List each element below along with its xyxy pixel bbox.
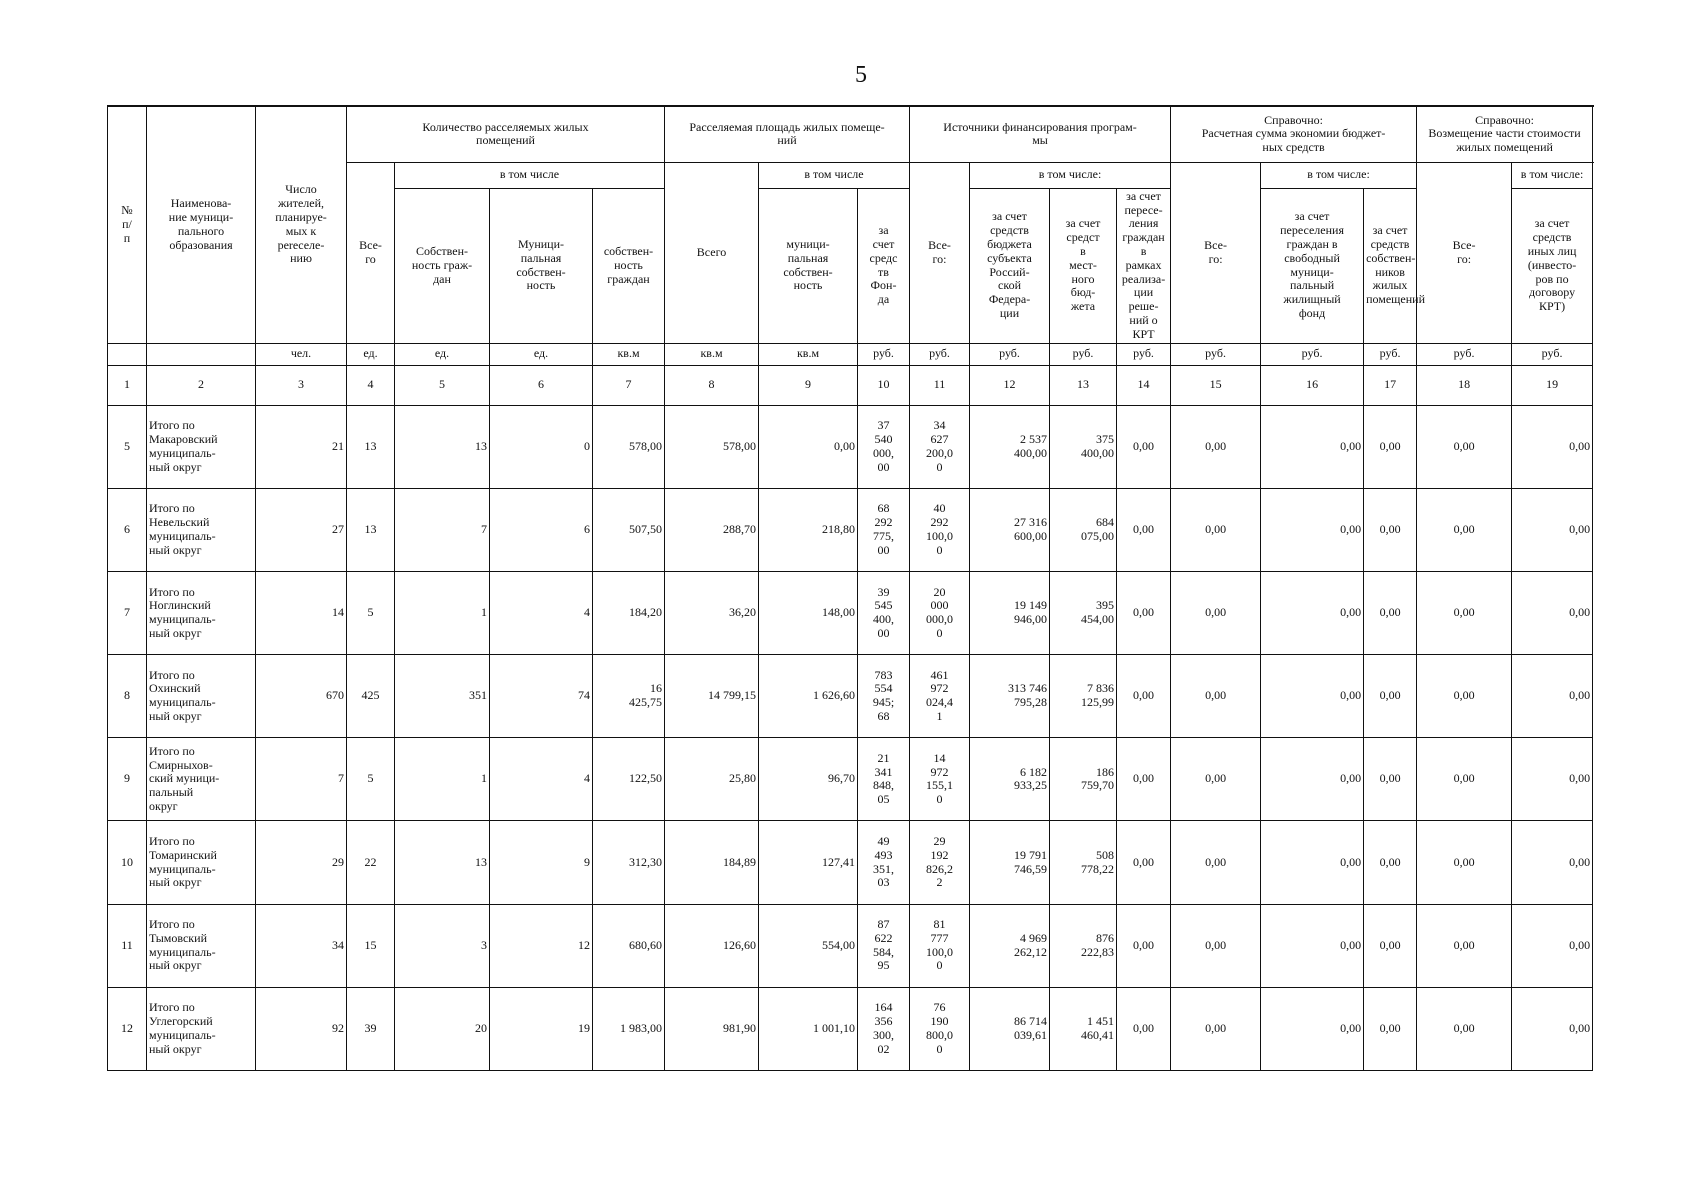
- economy-total-cell: 0,00: [1117, 904, 1171, 987]
- economy-total-cell: 0,00: [1117, 405, 1171, 488]
- economy-free-fund-cell: 0,00: [1261, 655, 1364, 738]
- count-own-cell: 13: [395, 405, 490, 488]
- resettlement-table: [107, 105, 1593, 1071]
- economy-free-fund-cell: 0,00: [1261, 405, 1364, 488]
- area-total-cell: 122,50: [593, 738, 665, 821]
- header-comp-total: Все- го:: [1417, 162, 1512, 343]
- row-number-cell: 8: [108, 655, 147, 738]
- count-municipal-cell: 12: [490, 904, 593, 987]
- unit-cell: руб.: [970, 343, 1050, 365]
- unit-cell: руб.: [1050, 343, 1117, 365]
- financing-total-cell: 87 622 584, 95: [858, 904, 910, 987]
- unit-cell: руб.: [1512, 343, 1593, 365]
- municipality-name-cell: Итого по Смирныхов- ский муници- пальный округ: [147, 738, 256, 821]
- financing-subject-budget-cell: 2 537 400,00: [970, 405, 1050, 488]
- economy-free-fund-cell: 0,00: [1261, 738, 1364, 821]
- count-own-cell: 3: [395, 904, 490, 987]
- compensation-investors-cell: 0,00: [1512, 572, 1593, 655]
- header-fin-subject: за счет средств бюджета субъекта Россий- ской Федера- ции: [970, 188, 1050, 343]
- table-row: [108, 987, 1593, 1070]
- financing-subject-budget-cell: 4 969 262,12: [970, 904, 1050, 987]
- financing-local-budget-cell: 186 759,70: [1050, 738, 1117, 821]
- column-number-cell: 6: [490, 365, 593, 405]
- header-comp-owners: за счет средств собствен- ников жилых помещений: [1364, 188, 1417, 343]
- column-number-cell: 5: [395, 365, 490, 405]
- header-name: Наименова- ние муници- пального образования: [147, 106, 256, 343]
- column-number-cell: 4: [347, 365, 395, 405]
- count-municipal-cell: 0: [490, 405, 593, 488]
- residents-count-cell: 92: [256, 987, 347, 1070]
- financing-fund-cell: 29 192 826,2 2: [910, 821, 970, 904]
- financing-total-cell: 37 540 000, 00: [858, 405, 910, 488]
- economy-total-cell: 0,00: [1117, 488, 1171, 571]
- area-own-cell: 14 799,15: [665, 655, 759, 738]
- residents-count-cell: 670: [256, 655, 347, 738]
- residents-count-cell: 27: [256, 488, 347, 571]
- column-number-cell: 9: [759, 365, 858, 405]
- economy-krt-cell: 0,00: [1171, 987, 1261, 1070]
- count-municipal-cell: 4: [490, 572, 593, 655]
- municipality-name-cell: Итого по Томаринский муниципаль- ный округ: [147, 821, 256, 904]
- economy-krt-cell: 0,00: [1171, 488, 1261, 571]
- header-group-count: Количество расселяемых жилых помещений: [347, 106, 665, 162]
- area-total-cell: 16 425,75: [593, 655, 665, 738]
- column-number-cell: 2: [147, 365, 256, 405]
- economy-free-fund-cell: 0,00: [1261, 572, 1364, 655]
- area-municipal-cell: 148,00: [759, 572, 858, 655]
- financing-total-cell: 783 554 945; 68: [858, 655, 910, 738]
- compensation-owners-cell: 0,00: [1417, 488, 1512, 571]
- column-number-cell: 10: [858, 365, 910, 405]
- financing-total-cell: 49 493 351, 03: [858, 821, 910, 904]
- area-municipal-cell: 218,80: [759, 488, 858, 571]
- compensation-total-cell: 0,00: [1364, 572, 1417, 655]
- row-number-cell: 12: [108, 987, 147, 1070]
- financing-total-cell: 21 341 848, 05: [858, 738, 910, 821]
- header-fin-local: за счет средст в мест- ного бюд- жета: [1050, 188, 1117, 343]
- compensation-owners-cell: 0,00: [1417, 821, 1512, 904]
- header-area-total: Всего: [665, 162, 759, 343]
- compensation-owners-cell: 0,00: [1417, 655, 1512, 738]
- economy-free-fund-cell: 0,00: [1261, 987, 1364, 1070]
- table-row: [108, 738, 1593, 821]
- financing-local-budget-cell: 395 454,00: [1050, 572, 1117, 655]
- economy-free-fund-cell: 0,00: [1261, 904, 1364, 987]
- municipality-name-cell: Итого по Тымовский муниципаль- ный округ: [147, 904, 256, 987]
- economy-free-fund-cell: 0,00: [1261, 821, 1364, 904]
- column-number-cell: 16: [1261, 365, 1364, 405]
- header-count-total: Все- го: [347, 162, 395, 343]
- header-count-incl: в том числе: [395, 162, 665, 188]
- header-econ-free-fund: за счет переселения граждан в свободный муници- пальный жилищный фонд: [1261, 188, 1364, 343]
- economy-krt-cell: 0,00: [1171, 904, 1261, 987]
- header-group-economy: Справочно: Расчетная сумма экономии бюджет- ных средств: [1171, 106, 1417, 162]
- area-municipal-cell: 554,00: [759, 904, 858, 987]
- header-group-compensation: Справочно: Возмещение части стоимости жилых помещений: [1417, 106, 1593, 162]
- area-own-cell: 578,00: [665, 405, 759, 488]
- municipality-name-cell: Итого по Охинский муниципаль- ный округ: [147, 655, 256, 738]
- count-own-cell: 20: [395, 987, 490, 1070]
- unit-cell: ед.: [395, 343, 490, 365]
- area-own-cell: 288,70: [665, 488, 759, 571]
- column-number-cell: 14: [1117, 365, 1171, 405]
- header-num: № п/ п: [108, 106, 147, 343]
- unit-cell: кв.м: [759, 343, 858, 365]
- financing-subject-budget-cell: 86 714 039,61: [970, 987, 1050, 1070]
- unit-cell: кв.м: [665, 343, 759, 365]
- financing-local-budget-cell: 508 778,22: [1050, 821, 1117, 904]
- count-municipal-cell: 74: [490, 655, 593, 738]
- header-residents: Число жителей, планируе- мых к pereселе- нию: [256, 106, 347, 343]
- unit-cell: руб.: [1117, 343, 1171, 365]
- financing-fund-cell: 14 972 155,1 0: [910, 738, 970, 821]
- compensation-owners-cell: 0,00: [1417, 904, 1512, 987]
- compensation-investors-cell: 0,00: [1512, 655, 1593, 738]
- unit-cell: руб.: [1364, 343, 1417, 365]
- economy-krt-cell: 0,00: [1171, 655, 1261, 738]
- column-number-cell: 3: [256, 365, 347, 405]
- financing-subject-budget-cell: 19 791 746,59: [970, 821, 1050, 904]
- area-municipal-cell: 1 001,10: [759, 987, 858, 1070]
- header-group-financing: Источники финансирования програм- мы: [910, 106, 1171, 162]
- unit-cell: руб.: [858, 343, 910, 365]
- header-fin-fund: за счет средс тв Фон- да: [858, 188, 910, 343]
- financing-local-budget-cell: 684 075,00: [1050, 488, 1117, 571]
- count-own-cell: 351: [395, 655, 490, 738]
- compensation-owners-cell: 0,00: [1417, 738, 1512, 821]
- row-number-cell: 7: [108, 572, 147, 655]
- count-total-cell: 5: [347, 738, 395, 821]
- count-municipal-cell: 9: [490, 821, 593, 904]
- unit-cell: руб.: [1171, 343, 1261, 365]
- row-number-cell: 10: [108, 821, 147, 904]
- count-total-cell: 13: [347, 488, 395, 571]
- economy-total-cell: 0,00: [1117, 572, 1171, 655]
- area-municipal-cell: 96,70: [759, 738, 858, 821]
- economy-krt-cell: 0,00: [1171, 572, 1261, 655]
- unit-cell: ед.: [490, 343, 593, 365]
- compensation-owners-cell: 0,00: [1417, 987, 1512, 1070]
- compensation-owners-cell: 0,00: [1417, 405, 1512, 488]
- column-number-cell: 11: [910, 365, 970, 405]
- header-comp-incl: в том числе:: [1512, 162, 1593, 188]
- column-number-cell: 18: [1417, 365, 1512, 405]
- count-total-cell: 5: [347, 572, 395, 655]
- count-total-cell: 22: [347, 821, 395, 904]
- area-total-cell: 184,20: [593, 572, 665, 655]
- count-municipal-cell: 4: [490, 738, 593, 821]
- area-total-cell: 507,50: [593, 488, 665, 571]
- financing-total-cell: 164 356 300, 02: [858, 987, 910, 1070]
- area-municipal-cell: 0,00: [759, 405, 858, 488]
- unit-cell: руб.: [1417, 343, 1512, 365]
- area-own-cell: 36,20: [665, 572, 759, 655]
- area-own-cell: 981,90: [665, 987, 759, 1070]
- compensation-total-cell: 0,00: [1364, 821, 1417, 904]
- row-number-cell: 5: [108, 405, 147, 488]
- economy-krt-cell: 0,00: [1171, 405, 1261, 488]
- page-number: 5: [855, 62, 867, 88]
- area-total-cell: 680,60: [593, 904, 665, 987]
- row-number-cell: 11: [108, 904, 147, 987]
- unit-cell: руб.: [910, 343, 970, 365]
- count-own-cell: 1: [395, 572, 490, 655]
- column-number-cell: 15: [1171, 365, 1261, 405]
- financing-subject-budget-cell: 6 182 933,25: [970, 738, 1050, 821]
- compensation-total-cell: 0,00: [1364, 405, 1417, 488]
- header-area-incl: в том числе: [759, 162, 910, 188]
- municipality-name-cell: Итого по Макаровский муниципаль- ный округ: [147, 405, 256, 488]
- column-number-cell: 7: [593, 365, 665, 405]
- count-total-cell: 425: [347, 655, 395, 738]
- compensation-investors-cell: 0,00: [1512, 738, 1593, 821]
- financing-local-budget-cell: 876 222,83: [1050, 904, 1117, 987]
- header-count-municipal: Муници- пальная собствен- ность: [490, 188, 593, 343]
- economy-total-cell: 0,00: [1117, 821, 1171, 904]
- area-total-cell: 578,00: [593, 405, 665, 488]
- municipality-name-cell: Итого по Ноглинский муниципаль- ный округ: [147, 572, 256, 655]
- financing-fund-cell: 81 777 100,0 0: [910, 904, 970, 987]
- financing-fund-cell: 461 972 024,4 1: [910, 655, 970, 738]
- residents-count-cell: 7: [256, 738, 347, 821]
- count-total-cell: 39: [347, 987, 395, 1070]
- column-number-cell: 8: [665, 365, 759, 405]
- unit-cell: ед.: [347, 343, 395, 365]
- economy-total-cell: 0,00: [1117, 738, 1171, 821]
- compensation-investors-cell: 0,00: [1512, 987, 1593, 1070]
- count-own-cell: 13: [395, 821, 490, 904]
- compensation-owners-cell: 0,00: [1417, 572, 1512, 655]
- economy-free-fund-cell: 0,00: [1261, 488, 1364, 571]
- financing-local-budget-cell: 7 836 125,99: [1050, 655, 1117, 738]
- header-comp-investors: за счет средств иных лиц (инвесто- ров по договору КРТ): [1512, 188, 1593, 343]
- unit-cell: чел.: [256, 343, 347, 365]
- count-municipal-cell: 19: [490, 987, 593, 1070]
- residents-count-cell: 21: [256, 405, 347, 488]
- compensation-total-cell: 0,00: [1364, 987, 1417, 1070]
- municipality-name-cell: Итого по Углегорский муниципаль- ный округ: [147, 987, 256, 1070]
- area-own-cell: 184,89: [665, 821, 759, 904]
- residents-count-cell: 34: [256, 904, 347, 987]
- count-total-cell: 15: [347, 904, 395, 987]
- compensation-total-cell: 0,00: [1364, 904, 1417, 987]
- financing-total-cell: 68 292 775, 00: [858, 488, 910, 571]
- economy-krt-cell: 0,00: [1171, 821, 1261, 904]
- header-area-municipal: муници- пальная собствен- ность: [759, 188, 858, 343]
- financing-fund-cell: 40 292 100,0 0: [910, 488, 970, 571]
- table-row: [108, 405, 1593, 488]
- compensation-investors-cell: 0,00: [1512, 405, 1593, 488]
- financing-fund-cell: 76 190 800,0 0: [910, 987, 970, 1070]
- header-econ-krt: за счет пересе- ления граждан в рамках реализа- ции реше- ний о КРТ: [1117, 188, 1171, 343]
- column-number-cell: 13: [1050, 365, 1117, 405]
- column-number-cell: 19: [1512, 365, 1593, 405]
- unit-cell: руб.: [1261, 343, 1364, 365]
- financing-fund-cell: 34 627 200,0 0: [910, 405, 970, 488]
- compensation-total-cell: 0,00: [1364, 738, 1417, 821]
- financing-fund-cell: 20 000 000,0 0: [910, 572, 970, 655]
- header-fin-total: Все- го:: [910, 162, 970, 343]
- table-row: [108, 655, 1593, 738]
- financing-subject-budget-cell: 313 746 795,28: [970, 655, 1050, 738]
- financing-local-budget-cell: 1 451 460,41: [1050, 987, 1117, 1070]
- count-municipal-cell: 6: [490, 488, 593, 571]
- financing-total-cell: 39 545 400, 00: [858, 572, 910, 655]
- table-row: [108, 821, 1593, 904]
- header-econ-total: Все- го:: [1171, 162, 1261, 343]
- unit-cell: кв.м: [593, 343, 665, 365]
- compensation-investors-cell: 0,00: [1512, 821, 1593, 904]
- area-municipal-cell: 1 626,60: [759, 655, 858, 738]
- residents-count-cell: 14: [256, 572, 347, 655]
- header-count-own: Собствен- ность граж- дан: [395, 188, 490, 343]
- economy-total-cell: 0,00: [1117, 655, 1171, 738]
- area-own-cell: 126,60: [665, 904, 759, 987]
- units-empty-name: [147, 343, 256, 365]
- area-total-cell: 312,30: [593, 821, 665, 904]
- economy-krt-cell: 0,00: [1171, 738, 1261, 821]
- row-number-cell: 9: [108, 738, 147, 821]
- municipality-name-cell: Итого по Невельский муниципаль- ный округ: [147, 488, 256, 571]
- table-row: [108, 904, 1593, 987]
- column-number-cell: 1: [108, 365, 147, 405]
- count-own-cell: 7: [395, 488, 490, 571]
- table-row: [108, 572, 1593, 655]
- count-own-cell: 1: [395, 738, 490, 821]
- header-econ-incl: в том числе:: [1261, 162, 1417, 188]
- compensation-investors-cell: 0,00: [1512, 488, 1593, 571]
- residents-count-cell: 29: [256, 821, 347, 904]
- area-own-cell: 25,80: [665, 738, 759, 821]
- economy-total-cell: 0,00: [1117, 987, 1171, 1070]
- compensation-total-cell: 0,00: [1364, 488, 1417, 571]
- compensation-investors-cell: 0,00: [1512, 904, 1593, 987]
- header-area-own: собствен- ность граждан: [593, 188, 665, 343]
- header-fin-incl: в том числе:: [970, 162, 1171, 188]
- financing-local-budget-cell: 375 400,00: [1050, 405, 1117, 488]
- row-number-cell: 6: [108, 488, 147, 571]
- count-total-cell: 13: [347, 405, 395, 488]
- column-number-cell: 12: [970, 365, 1050, 405]
- area-municipal-cell: 127,41: [759, 821, 858, 904]
- table-row: [108, 488, 1593, 571]
- column-number-cell: 17: [1364, 365, 1417, 405]
- area-total-cell: 1 983,00: [593, 987, 665, 1070]
- financing-subject-budget-cell: 27 316 600,00: [970, 488, 1050, 571]
- financing-subject-budget-cell: 19 149 946,00: [970, 572, 1050, 655]
- compensation-total-cell: 0,00: [1364, 655, 1417, 738]
- header-group-area: Расселяемая площадь жилых помеще- ний: [665, 106, 910, 162]
- units-empty-num: [108, 343, 147, 365]
